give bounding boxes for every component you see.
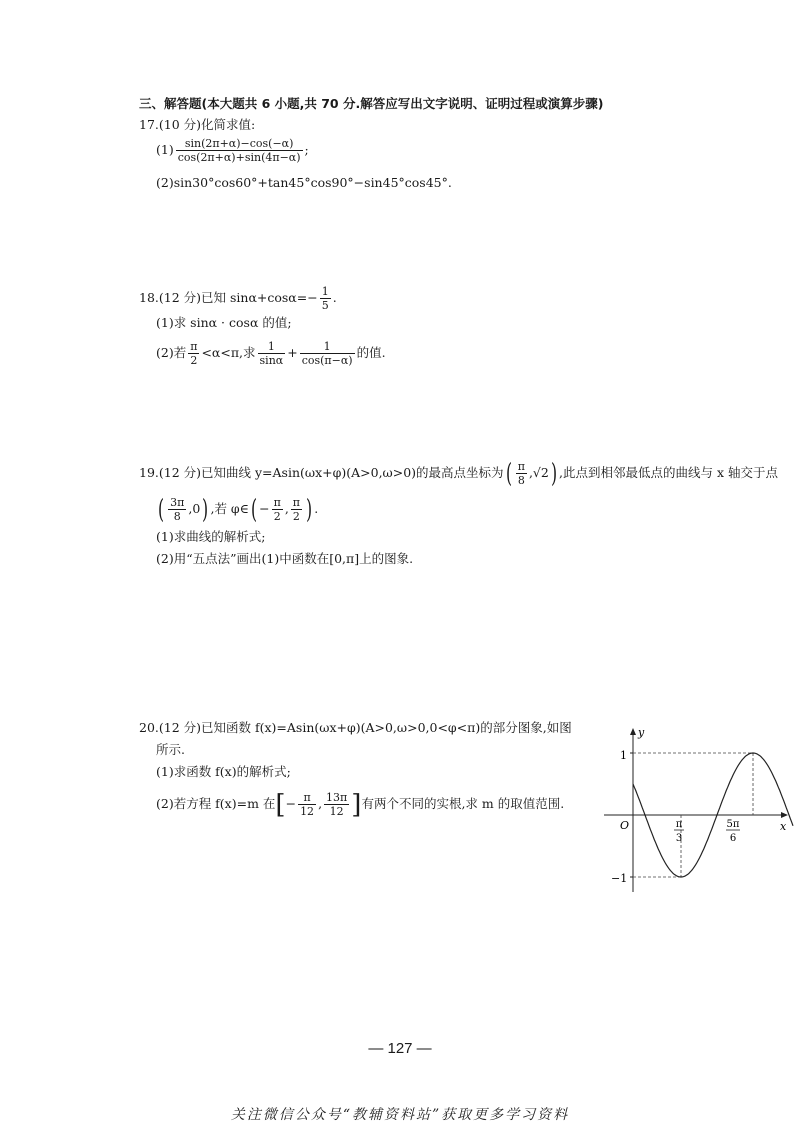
origin-label: O — [620, 819, 630, 832]
fraction-numerator: π — [190, 340, 198, 353]
q19-intro — [139, 460, 778, 487]
q18-intro-end: . — [332, 290, 337, 305]
tick-numerator: 5π — [726, 819, 740, 830]
q19-part2: (2)用“五点法”画出(1)中函数在[0,π]上的图象. — [156, 551, 414, 566]
tick-denominator: 6 — [729, 833, 737, 844]
fraction-denominator: 2 — [292, 510, 300, 523]
q18-intro-fraction — [320, 285, 331, 312]
separator: , — [318, 796, 323, 811]
q20-intro2: 所示. — [156, 742, 185, 757]
q19-point2-rest: ,0 — [188, 501, 201, 516]
q20-interval-fraction1 — [298, 791, 316, 818]
minus-sign: − — [259, 501, 270, 516]
q18-part2-end: 的值. — [356, 345, 386, 360]
q17-part1-label: (1) — [156, 142, 174, 157]
q19-point1-rest: ,√2 — [528, 465, 549, 480]
y-axis-label: y — [638, 726, 645, 739]
left-bracket: [ — [275, 789, 286, 820]
y-axis-arrow — [630, 728, 636, 735]
tick-denominator: 3 — [675, 833, 683, 844]
q19-intro-text-a: 19.(12 分)已知曲线 y=Asin(ωx+φ)(A>0,ω>0)的最高点坐标为 — [139, 465, 504, 480]
footer-note: 关注微信公众号“教辅资料站”获取更多学习资料 — [230, 1107, 570, 1123]
q20-part2-text-a: (2)若方程 f(x)=m 在 — [156, 796, 276, 811]
q17-intro: 17.(10 分)化简求值: — [139, 117, 256, 132]
fraction-numerator: sin(2π+α)−cos(−α) — [176, 137, 303, 151]
q20-interval-fraction2 — [324, 791, 349, 818]
right-paren: ) — [202, 494, 209, 525]
q17-part1 — [156, 137, 309, 164]
q18-part2-fraction3 — [300, 340, 355, 367]
q19-part1: (1)求曲线的解析式; — [156, 529, 266, 544]
fraction-denominator: 8 — [517, 474, 525, 487]
q19-mid-text: ,若 φ∈ — [210, 501, 249, 516]
q19-range-fraction2 — [291, 496, 302, 523]
y-tick-bottom-label: −1 — [611, 872, 628, 885]
fraction-denominator: 2 — [273, 510, 281, 523]
separator: , — [284, 501, 289, 516]
q19-range-fraction1 — [272, 496, 283, 523]
fraction-numerator: 1 — [258, 340, 286, 354]
q17-part1-end: ; — [304, 142, 309, 157]
x-tick1-label — [674, 819, 684, 844]
fraction-numerator: 3π — [170, 496, 185, 509]
minus-sign: − — [285, 796, 297, 811]
q19-point2-fraction — [168, 496, 186, 523]
q18-part1: (1)求 sinα · cosα 的值; — [156, 315, 292, 330]
fraction-denominator: 12 — [329, 805, 344, 818]
fraction-numerator: 1 — [300, 340, 355, 354]
q18-part2-text-b: <α<π,求 — [201, 345, 256, 360]
fraction-numerator: π — [273, 496, 281, 509]
q18-part2-fraction1 — [188, 340, 199, 367]
y-tick-top-label: 1 — [620, 749, 627, 762]
q19-end: . — [314, 501, 319, 516]
left-paren: ( — [158, 494, 165, 525]
q19-point1-fraction — [516, 460, 527, 487]
q19-line2 — [156, 496, 318, 523]
fraction-denominator: 2 — [190, 354, 198, 367]
fraction-denominator: cos(π−α) — [301, 354, 353, 367]
right-paren: ) — [550, 458, 557, 489]
plus-sign: + — [287, 345, 298, 360]
left-paren: ( — [505, 458, 512, 489]
fraction-denominator: 5 — [321, 299, 329, 312]
fraction-denominator: 8 — [173, 510, 181, 523]
fraction-numerator: π — [292, 496, 301, 509]
sine-graph — [600, 720, 800, 900]
x-axis-arrow — [781, 812, 788, 818]
q20-part1: (1)求函数 f(x)的解析式; — [156, 764, 291, 779]
fraction-numerator: π — [298, 791, 316, 805]
fraction-numerator: 1 — [321, 285, 329, 298]
q17-part2: (2)sin30°cos60°+tan45°cos90°−sin45°cos45°. — [156, 175, 452, 190]
q18-intro-text: 18.(12 分)已知 sinα+cosα=− — [139, 290, 318, 305]
q18-part2-fraction2 — [258, 340, 286, 367]
fraction-numerator: π — [517, 460, 525, 473]
right-paren: ) — [306, 494, 313, 525]
q20-intro: 20.(12 分)已知函数 f(x)=Asin(ωx+φ)(A>0,ω>0,0<φ<π)的部分图象,如图 — [139, 720, 572, 735]
q18-part2-text-a: (2)若 — [156, 345, 187, 360]
q19-intro-text-b: ,此点到相邻最低点的曲线与 x 轴交于点 — [559, 465, 778, 480]
tick-numerator: π — [675, 819, 683, 830]
x-tick2-label — [726, 819, 740, 844]
right-bracket: ] — [351, 789, 362, 820]
q20-part2 — [156, 791, 564, 818]
left-paren: ( — [250, 494, 258, 525]
section-header: 三、解答题(本大题共 6 小题,共 70 分.解答应写出文字说明、证明过程或演算步骤) — [139, 96, 604, 111]
q17-part1-fraction — [176, 137, 303, 164]
q20-part2-text-b: 有两个不同的实根,求 m 的取值范围. — [361, 796, 565, 811]
fraction-denominator: 12 — [300, 805, 315, 818]
fraction-denominator: sinα — [259, 354, 284, 367]
fraction-denominator: cos(2π+α)+sin(4π−α) — [177, 151, 301, 164]
q18-intro — [139, 285, 337, 312]
x-axis-label: x — [780, 820, 787, 833]
fraction-numerator: 13π — [326, 791, 348, 804]
q18-part2 — [156, 340, 386, 367]
page-number: — 127 — — [368, 1040, 432, 1057]
